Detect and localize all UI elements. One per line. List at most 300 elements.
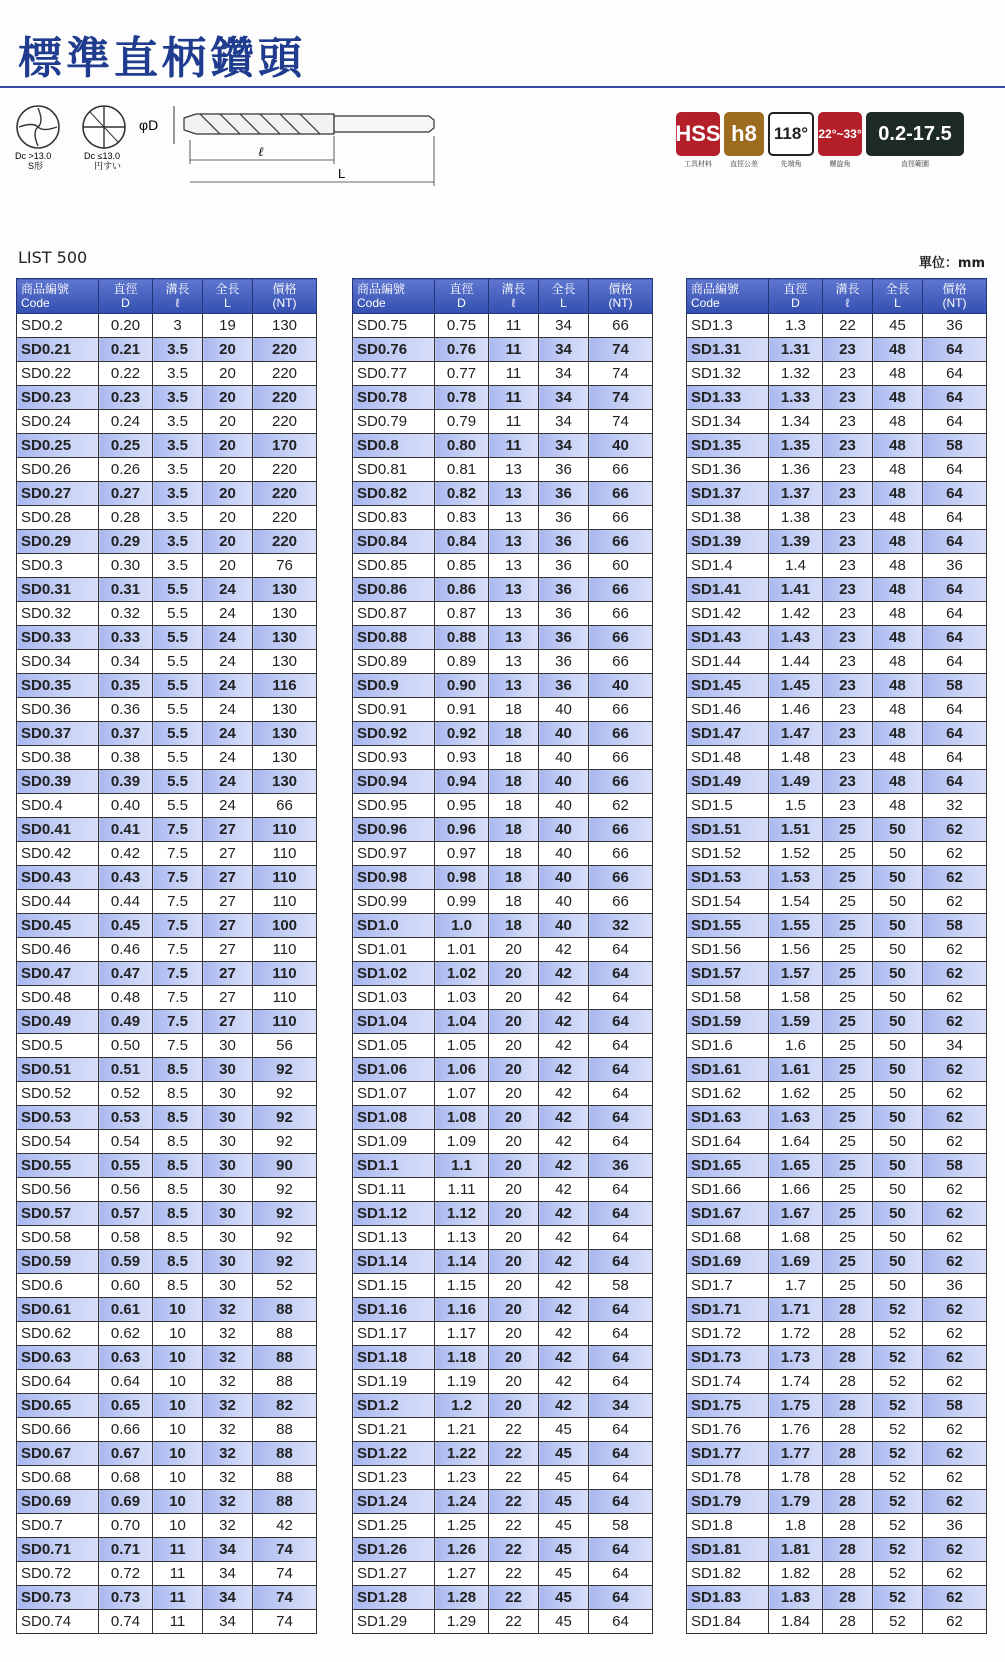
cell-overall-length: 32 bbox=[203, 1370, 253, 1394]
table-row bbox=[353, 314, 653, 338]
cell-overall-length: 50 bbox=[873, 842, 923, 866]
table-row bbox=[17, 338, 317, 362]
cell-overall-length: 36 bbox=[539, 554, 589, 578]
cell-diameter: 0.30 bbox=[99, 554, 153, 578]
cell-price: 130 bbox=[253, 770, 317, 794]
table-row bbox=[687, 410, 987, 434]
drill-diagram bbox=[14, 100, 474, 204]
cell-diameter: 1.54 bbox=[769, 890, 823, 914]
cell-overall-length: 45 bbox=[539, 1514, 589, 1538]
cell-diameter: 1.53 bbox=[769, 866, 823, 890]
cell-overall-length: 20 bbox=[203, 410, 253, 434]
cell-overall-length: 42 bbox=[539, 1106, 589, 1130]
cell-code: SD1.32 bbox=[687, 362, 769, 386]
table-row bbox=[17, 602, 317, 626]
cell-price: 62 bbox=[923, 1058, 987, 1082]
cell-code: SD0.35 bbox=[17, 674, 99, 698]
badge-tolerance bbox=[724, 112, 764, 169]
table-row bbox=[687, 1322, 987, 1346]
cell-price: 32 bbox=[589, 914, 653, 938]
cell-code: SD0.82 bbox=[353, 482, 435, 506]
cell-flute-length: 23 bbox=[823, 698, 873, 722]
cell-overall-length: 42 bbox=[539, 1082, 589, 1106]
cell-flute-length: 25 bbox=[823, 1274, 873, 1298]
cell-overall-length: 48 bbox=[873, 482, 923, 506]
cell-diameter: 1.23 bbox=[435, 1466, 489, 1490]
cell-diameter: 0.65 bbox=[99, 1394, 153, 1418]
table-row bbox=[687, 818, 987, 842]
cell-flute-length: 20 bbox=[489, 1394, 539, 1418]
table-row bbox=[17, 1298, 317, 1322]
cell-code: SD1.61 bbox=[687, 1058, 769, 1082]
cell-code: SD1.7 bbox=[687, 1274, 769, 1298]
table-row bbox=[353, 986, 653, 1010]
cell-diameter: 0.43 bbox=[99, 866, 153, 890]
cell-diameter: 0.52 bbox=[99, 1082, 153, 1106]
cell-code: SD1.64 bbox=[687, 1130, 769, 1154]
cell-overall-length: 50 bbox=[873, 1226, 923, 1250]
table-row bbox=[687, 1346, 987, 1370]
header-code: 商品編號 Code bbox=[17, 279, 99, 314]
point-right-cap1: Dc ≤13.0 bbox=[84, 151, 120, 161]
cell-flute-length: 10 bbox=[153, 1394, 203, 1418]
cell-flute-length: 25 bbox=[823, 818, 873, 842]
cell-flute-length: 28 bbox=[823, 1394, 873, 1418]
table-row bbox=[353, 1106, 653, 1130]
cell-overall-length: 48 bbox=[873, 386, 923, 410]
cell-overall-length: 48 bbox=[873, 698, 923, 722]
table-row bbox=[353, 1394, 653, 1418]
cell-flute-length: 11 bbox=[489, 410, 539, 434]
table-row bbox=[687, 650, 987, 674]
table-row bbox=[687, 506, 987, 530]
cell-flute-length: 22 bbox=[489, 1466, 539, 1490]
cell-price: 110 bbox=[253, 1010, 317, 1034]
cell-flute-length: 20 bbox=[489, 1130, 539, 1154]
badge-material-box: HSS bbox=[676, 112, 720, 156]
cell-diameter: 1.09 bbox=[435, 1130, 489, 1154]
cell-overall-length: 52 bbox=[873, 1442, 923, 1466]
cell-code: SD0.41 bbox=[17, 818, 99, 842]
cell-price: 36 bbox=[923, 314, 987, 338]
table-row bbox=[17, 1394, 317, 1418]
cell-overall-length: 50 bbox=[873, 986, 923, 1010]
cell-diameter: 1.08 bbox=[435, 1106, 489, 1130]
table-row bbox=[17, 962, 317, 986]
cell-price: 64 bbox=[923, 458, 987, 482]
cell-price: 66 bbox=[589, 482, 653, 506]
cell-price: 64 bbox=[589, 1562, 653, 1586]
table-row bbox=[687, 722, 987, 746]
cell-price: 66 bbox=[589, 722, 653, 746]
cell-code: SD0.58 bbox=[17, 1226, 99, 1250]
cell-price: 130 bbox=[253, 722, 317, 746]
cell-diameter: 0.42 bbox=[99, 842, 153, 866]
cell-flute-length: 25 bbox=[823, 1226, 873, 1250]
table-row bbox=[687, 626, 987, 650]
cell-diameter: 1.74 bbox=[769, 1370, 823, 1394]
cell-price: 66 bbox=[589, 650, 653, 674]
table-row bbox=[687, 938, 987, 962]
cell-price: 110 bbox=[253, 962, 317, 986]
table-row bbox=[17, 1250, 317, 1274]
cell-code: SD1.02 bbox=[353, 962, 435, 986]
cell-price: 40 bbox=[589, 434, 653, 458]
cell-diameter: 0.71 bbox=[99, 1538, 153, 1562]
cell-code: SD0.42 bbox=[17, 842, 99, 866]
cell-diameter: 0.28 bbox=[99, 506, 153, 530]
cell-diameter: 1.38 bbox=[769, 506, 823, 530]
table-row bbox=[687, 1538, 987, 1562]
cell-overall-length: 42 bbox=[539, 1178, 589, 1202]
cell-code: SD1.31 bbox=[687, 338, 769, 362]
cell-diameter: 0.62 bbox=[99, 1322, 153, 1346]
cell-price: 64 bbox=[923, 698, 987, 722]
cell-overall-length: 34 bbox=[203, 1538, 253, 1562]
table-row bbox=[353, 1082, 653, 1106]
cell-flute-length: 10 bbox=[153, 1514, 203, 1538]
cell-diameter: 1.83 bbox=[769, 1586, 823, 1610]
cell-code: SD0.83 bbox=[353, 506, 435, 530]
cell-diameter: 0.67 bbox=[99, 1442, 153, 1466]
cell-price: 62 bbox=[923, 1562, 987, 1586]
cell-price: 110 bbox=[253, 938, 317, 962]
table-row bbox=[353, 1418, 653, 1442]
cell-price: 64 bbox=[923, 722, 987, 746]
cell-diameter: 1.1 bbox=[435, 1154, 489, 1178]
cell-code: SD1.0 bbox=[353, 914, 435, 938]
badge-point-angle-caption: 先端角 bbox=[780, 160, 802, 168]
cell-diameter: 1.4 bbox=[769, 554, 823, 578]
cell-flute-length: 28 bbox=[823, 1418, 873, 1442]
cell-flute-length: 3.5 bbox=[153, 506, 203, 530]
table-row bbox=[17, 674, 317, 698]
cell-price: 66 bbox=[589, 746, 653, 770]
table-row bbox=[353, 602, 653, 626]
cell-code: SD1.46 bbox=[687, 698, 769, 722]
cell-price: 64 bbox=[923, 410, 987, 434]
cell-diameter: 0.48 bbox=[99, 986, 153, 1010]
cell-code: SD1.1 bbox=[353, 1154, 435, 1178]
cell-price: 32 bbox=[923, 794, 987, 818]
cell-price: 58 bbox=[923, 1154, 987, 1178]
cell-flute-length: 18 bbox=[489, 842, 539, 866]
cell-flute-length: 7.5 bbox=[153, 1010, 203, 1034]
cell-price: 66 bbox=[589, 770, 653, 794]
table-row bbox=[687, 386, 987, 410]
cell-overall-length: 52 bbox=[873, 1586, 923, 1610]
table-row bbox=[353, 458, 653, 482]
cell-flute-length: 13 bbox=[489, 554, 539, 578]
header-diameter: 直徑 D bbox=[769, 279, 823, 314]
cell-diameter: 1.12 bbox=[435, 1202, 489, 1226]
cell-flute-length: 11 bbox=[489, 386, 539, 410]
cell-price: 220 bbox=[253, 338, 317, 362]
cell-diameter: 1.7 bbox=[769, 1274, 823, 1298]
cell-diameter: 1.11 bbox=[435, 1178, 489, 1202]
table-row bbox=[353, 1322, 653, 1346]
cell-code: SD0.33 bbox=[17, 626, 99, 650]
cell-flute-length: 7.5 bbox=[153, 1034, 203, 1058]
cell-price: 66 bbox=[589, 842, 653, 866]
cell-diameter: 0.35 bbox=[99, 674, 153, 698]
cell-flute-length: 28 bbox=[823, 1466, 873, 1490]
cell-overall-length: 24 bbox=[203, 794, 253, 818]
cell-overall-length: 50 bbox=[873, 1178, 923, 1202]
cell-diameter: 0.59 bbox=[99, 1250, 153, 1274]
table-row bbox=[687, 1610, 987, 1634]
cell-code: SD0.52 bbox=[17, 1082, 99, 1106]
table-row bbox=[353, 722, 653, 746]
table-row bbox=[17, 1106, 317, 1130]
cell-diameter: 0.47 bbox=[99, 962, 153, 986]
cell-price: 64 bbox=[923, 770, 987, 794]
cell-code: SD1.49 bbox=[687, 770, 769, 794]
cell-overall-length: 30 bbox=[203, 1274, 253, 1298]
cell-price: 64 bbox=[589, 1202, 653, 1226]
table-row bbox=[353, 554, 653, 578]
cell-diameter: 1.45 bbox=[769, 674, 823, 698]
cell-price: 82 bbox=[253, 1394, 317, 1418]
header-price: 價格 (NT) bbox=[253, 279, 317, 314]
cell-diameter: 0.85 bbox=[435, 554, 489, 578]
cell-code: SD1.83 bbox=[687, 1586, 769, 1610]
cell-flute-length: 5.5 bbox=[153, 698, 203, 722]
table-row bbox=[687, 1370, 987, 1394]
cell-code: SD0.76 bbox=[353, 338, 435, 362]
cell-overall-length: 52 bbox=[873, 1466, 923, 1490]
cell-diameter: 0.61 bbox=[99, 1298, 153, 1322]
table-row bbox=[17, 1346, 317, 1370]
cell-code: SD0.43 bbox=[17, 866, 99, 890]
title-divider bbox=[0, 86, 1005, 88]
table-row bbox=[687, 986, 987, 1010]
cell-diameter: 1.04 bbox=[435, 1010, 489, 1034]
cell-price: 64 bbox=[589, 1082, 653, 1106]
cell-code: SD0.2 bbox=[17, 314, 99, 338]
cell-code: SD1.57 bbox=[687, 962, 769, 986]
cell-overall-length: 30 bbox=[203, 1154, 253, 1178]
cell-flute-length: 7.5 bbox=[153, 842, 203, 866]
cell-diameter: 0.29 bbox=[99, 530, 153, 554]
cell-diameter: 1.0 bbox=[435, 914, 489, 938]
cell-overall-length: 50 bbox=[873, 1058, 923, 1082]
cell-flute-length: 22 bbox=[489, 1418, 539, 1442]
cell-diameter: 0.64 bbox=[99, 1370, 153, 1394]
cell-diameter: 1.62 bbox=[769, 1082, 823, 1106]
cell-code: SD0.85 bbox=[353, 554, 435, 578]
cell-code: SD1.22 bbox=[353, 1442, 435, 1466]
spec-table-body bbox=[687, 314, 987, 1634]
cell-overall-length: 42 bbox=[539, 1370, 589, 1394]
cell-flute-length: 28 bbox=[823, 1298, 873, 1322]
cell-overall-length: 50 bbox=[873, 890, 923, 914]
cell-flute-length: 7.5 bbox=[153, 962, 203, 986]
cell-diameter: 1.05 bbox=[435, 1034, 489, 1058]
cell-overall-length: 34 bbox=[203, 1562, 253, 1586]
cell-flute-length: 11 bbox=[153, 1610, 203, 1634]
cell-flute-length: 13 bbox=[489, 626, 539, 650]
cell-overall-length: 45 bbox=[539, 1610, 589, 1634]
cell-flute-length: 22 bbox=[489, 1610, 539, 1634]
cell-diameter: 0.56 bbox=[99, 1178, 153, 1202]
table-row bbox=[17, 1274, 317, 1298]
cell-flute-length: 23 bbox=[823, 650, 873, 674]
cell-overall-length: 32 bbox=[203, 1514, 253, 1538]
cell-diameter: 1.63 bbox=[769, 1106, 823, 1130]
cell-price: 64 bbox=[589, 986, 653, 1010]
cell-flute-length: 13 bbox=[489, 674, 539, 698]
table-row bbox=[353, 1346, 653, 1370]
table-row bbox=[687, 1466, 987, 1490]
cell-price: 62 bbox=[923, 1298, 987, 1322]
table-row bbox=[687, 1274, 987, 1298]
cell-price: 64 bbox=[923, 386, 987, 410]
cell-diameter: 0.69 bbox=[99, 1490, 153, 1514]
cell-flute-length: 22 bbox=[823, 314, 873, 338]
cell-price: 74 bbox=[589, 362, 653, 386]
cell-code: SD1.24 bbox=[353, 1490, 435, 1514]
cell-diameter: 0.57 bbox=[99, 1202, 153, 1226]
cell-flute-length: 3.5 bbox=[153, 410, 203, 434]
cell-overall-length: 50 bbox=[873, 1154, 923, 1178]
table-row bbox=[17, 434, 317, 458]
cell-code: SD0.67 bbox=[17, 1442, 99, 1466]
table-row bbox=[687, 1154, 987, 1178]
cell-flute-length: 11 bbox=[153, 1562, 203, 1586]
cell-diameter: 1.67 bbox=[769, 1202, 823, 1226]
cell-code: SD0.97 bbox=[353, 842, 435, 866]
cell-overall-length: 52 bbox=[873, 1370, 923, 1394]
cell-code: SD0.44 bbox=[17, 890, 99, 914]
cell-price: 62 bbox=[923, 962, 987, 986]
cell-flute-length: 10 bbox=[153, 1370, 203, 1394]
header-diameter: 直徑 D bbox=[435, 279, 489, 314]
cell-code: SD1.47 bbox=[687, 722, 769, 746]
header-code: 商品編號 Code bbox=[687, 279, 769, 314]
cell-price: 64 bbox=[589, 1370, 653, 1394]
cell-code: SD1.05 bbox=[353, 1034, 435, 1058]
cell-code: SD1.38 bbox=[687, 506, 769, 530]
cell-code: SD0.92 bbox=[353, 722, 435, 746]
badge-diameter-range bbox=[866, 112, 964, 169]
spec-badges bbox=[676, 112, 964, 169]
cell-price: 62 bbox=[923, 1226, 987, 1250]
cell-code: SD1.71 bbox=[687, 1298, 769, 1322]
cell-flute-length: 25 bbox=[823, 842, 873, 866]
cell-code: SD0.89 bbox=[353, 650, 435, 674]
cell-diameter: 1.42 bbox=[769, 602, 823, 626]
cell-overall-length: 52 bbox=[873, 1322, 923, 1346]
table-row bbox=[687, 746, 987, 770]
table-row bbox=[17, 1130, 317, 1154]
cell-code: SD1.66 bbox=[687, 1178, 769, 1202]
cell-flute-length: 28 bbox=[823, 1562, 873, 1586]
cell-code: SD0.53 bbox=[17, 1106, 99, 1130]
cell-price: 34 bbox=[923, 1034, 987, 1058]
cell-overall-length: 20 bbox=[203, 386, 253, 410]
table-row bbox=[353, 698, 653, 722]
cell-overall-length: 52 bbox=[873, 1298, 923, 1322]
table-row bbox=[687, 674, 987, 698]
cell-flute-length: 5.5 bbox=[153, 746, 203, 770]
cell-diameter: 1.69 bbox=[769, 1250, 823, 1274]
table-row bbox=[687, 1490, 987, 1514]
table-row bbox=[687, 1034, 987, 1058]
cell-overall-length: 42 bbox=[539, 1346, 589, 1370]
cell-diameter: 1.77 bbox=[769, 1442, 823, 1466]
cell-flute-length: 13 bbox=[489, 602, 539, 626]
cell-flute-length: 10 bbox=[153, 1418, 203, 1442]
cell-flute-length: 23 bbox=[823, 410, 873, 434]
point-shape-s-icon bbox=[17, 106, 59, 148]
cell-price: 62 bbox=[923, 1250, 987, 1274]
cell-code: SD1.33 bbox=[687, 386, 769, 410]
cell-flute-length: 11 bbox=[489, 314, 539, 338]
cell-code: SD0.23 bbox=[17, 386, 99, 410]
cell-overall-length: 45 bbox=[539, 1562, 589, 1586]
cell-price: 74 bbox=[589, 338, 653, 362]
cell-flute-length: 13 bbox=[489, 530, 539, 554]
cell-flute-length: 3.5 bbox=[153, 386, 203, 410]
cell-overall-length: 30 bbox=[203, 1082, 253, 1106]
cell-code: SD0.9 bbox=[353, 674, 435, 698]
cell-overall-length: 52 bbox=[873, 1418, 923, 1442]
cell-code: SD0.46 bbox=[17, 938, 99, 962]
badge-helix-angle bbox=[818, 112, 862, 169]
table-row bbox=[353, 1610, 653, 1634]
cell-flute-length: 20 bbox=[489, 1274, 539, 1298]
flute-length-label: ℓ bbox=[258, 144, 264, 159]
cell-overall-length: 45 bbox=[539, 1538, 589, 1562]
table-row bbox=[17, 794, 317, 818]
table-row bbox=[353, 914, 653, 938]
cell-price: 92 bbox=[253, 1106, 317, 1130]
cell-overall-length: 42 bbox=[539, 1322, 589, 1346]
cell-code: SD1.28 bbox=[353, 1586, 435, 1610]
cell-overall-length: 34 bbox=[203, 1586, 253, 1610]
cell-diameter: 1.01 bbox=[435, 938, 489, 962]
cell-flute-length: 13 bbox=[489, 506, 539, 530]
cell-diameter: 0.24 bbox=[99, 410, 153, 434]
cell-flute-length: 10 bbox=[153, 1322, 203, 1346]
header-flute-length: 溝長 ℓ bbox=[153, 279, 203, 314]
cell-flute-length: 25 bbox=[823, 938, 873, 962]
cell-overall-length: 24 bbox=[203, 698, 253, 722]
cell-code: SD1.73 bbox=[687, 1346, 769, 1370]
cell-code: SD0.37 bbox=[17, 722, 99, 746]
cell-diameter: 0.73 bbox=[99, 1586, 153, 1610]
cell-code: SD1.8 bbox=[687, 1514, 769, 1538]
cell-overall-length: 24 bbox=[203, 650, 253, 674]
cell-price: 92 bbox=[253, 1058, 317, 1082]
cell-code: SD0.28 bbox=[17, 506, 99, 530]
cell-diameter: 0.49 bbox=[99, 1010, 153, 1034]
cell-code: SD1.42 bbox=[687, 602, 769, 626]
cell-diameter: 0.41 bbox=[99, 818, 153, 842]
cell-price: 62 bbox=[589, 794, 653, 818]
cell-diameter: 0.32 bbox=[99, 602, 153, 626]
table-row bbox=[17, 506, 317, 530]
cell-flute-length: 18 bbox=[489, 698, 539, 722]
cell-price: 64 bbox=[589, 1178, 653, 1202]
cell-diameter: 1.75 bbox=[769, 1394, 823, 1418]
cell-price: 64 bbox=[589, 1538, 653, 1562]
cell-overall-length: 50 bbox=[873, 962, 923, 986]
cell-flute-length: 23 bbox=[823, 458, 873, 482]
cell-price: 92 bbox=[253, 1250, 317, 1274]
table-row bbox=[353, 386, 653, 410]
